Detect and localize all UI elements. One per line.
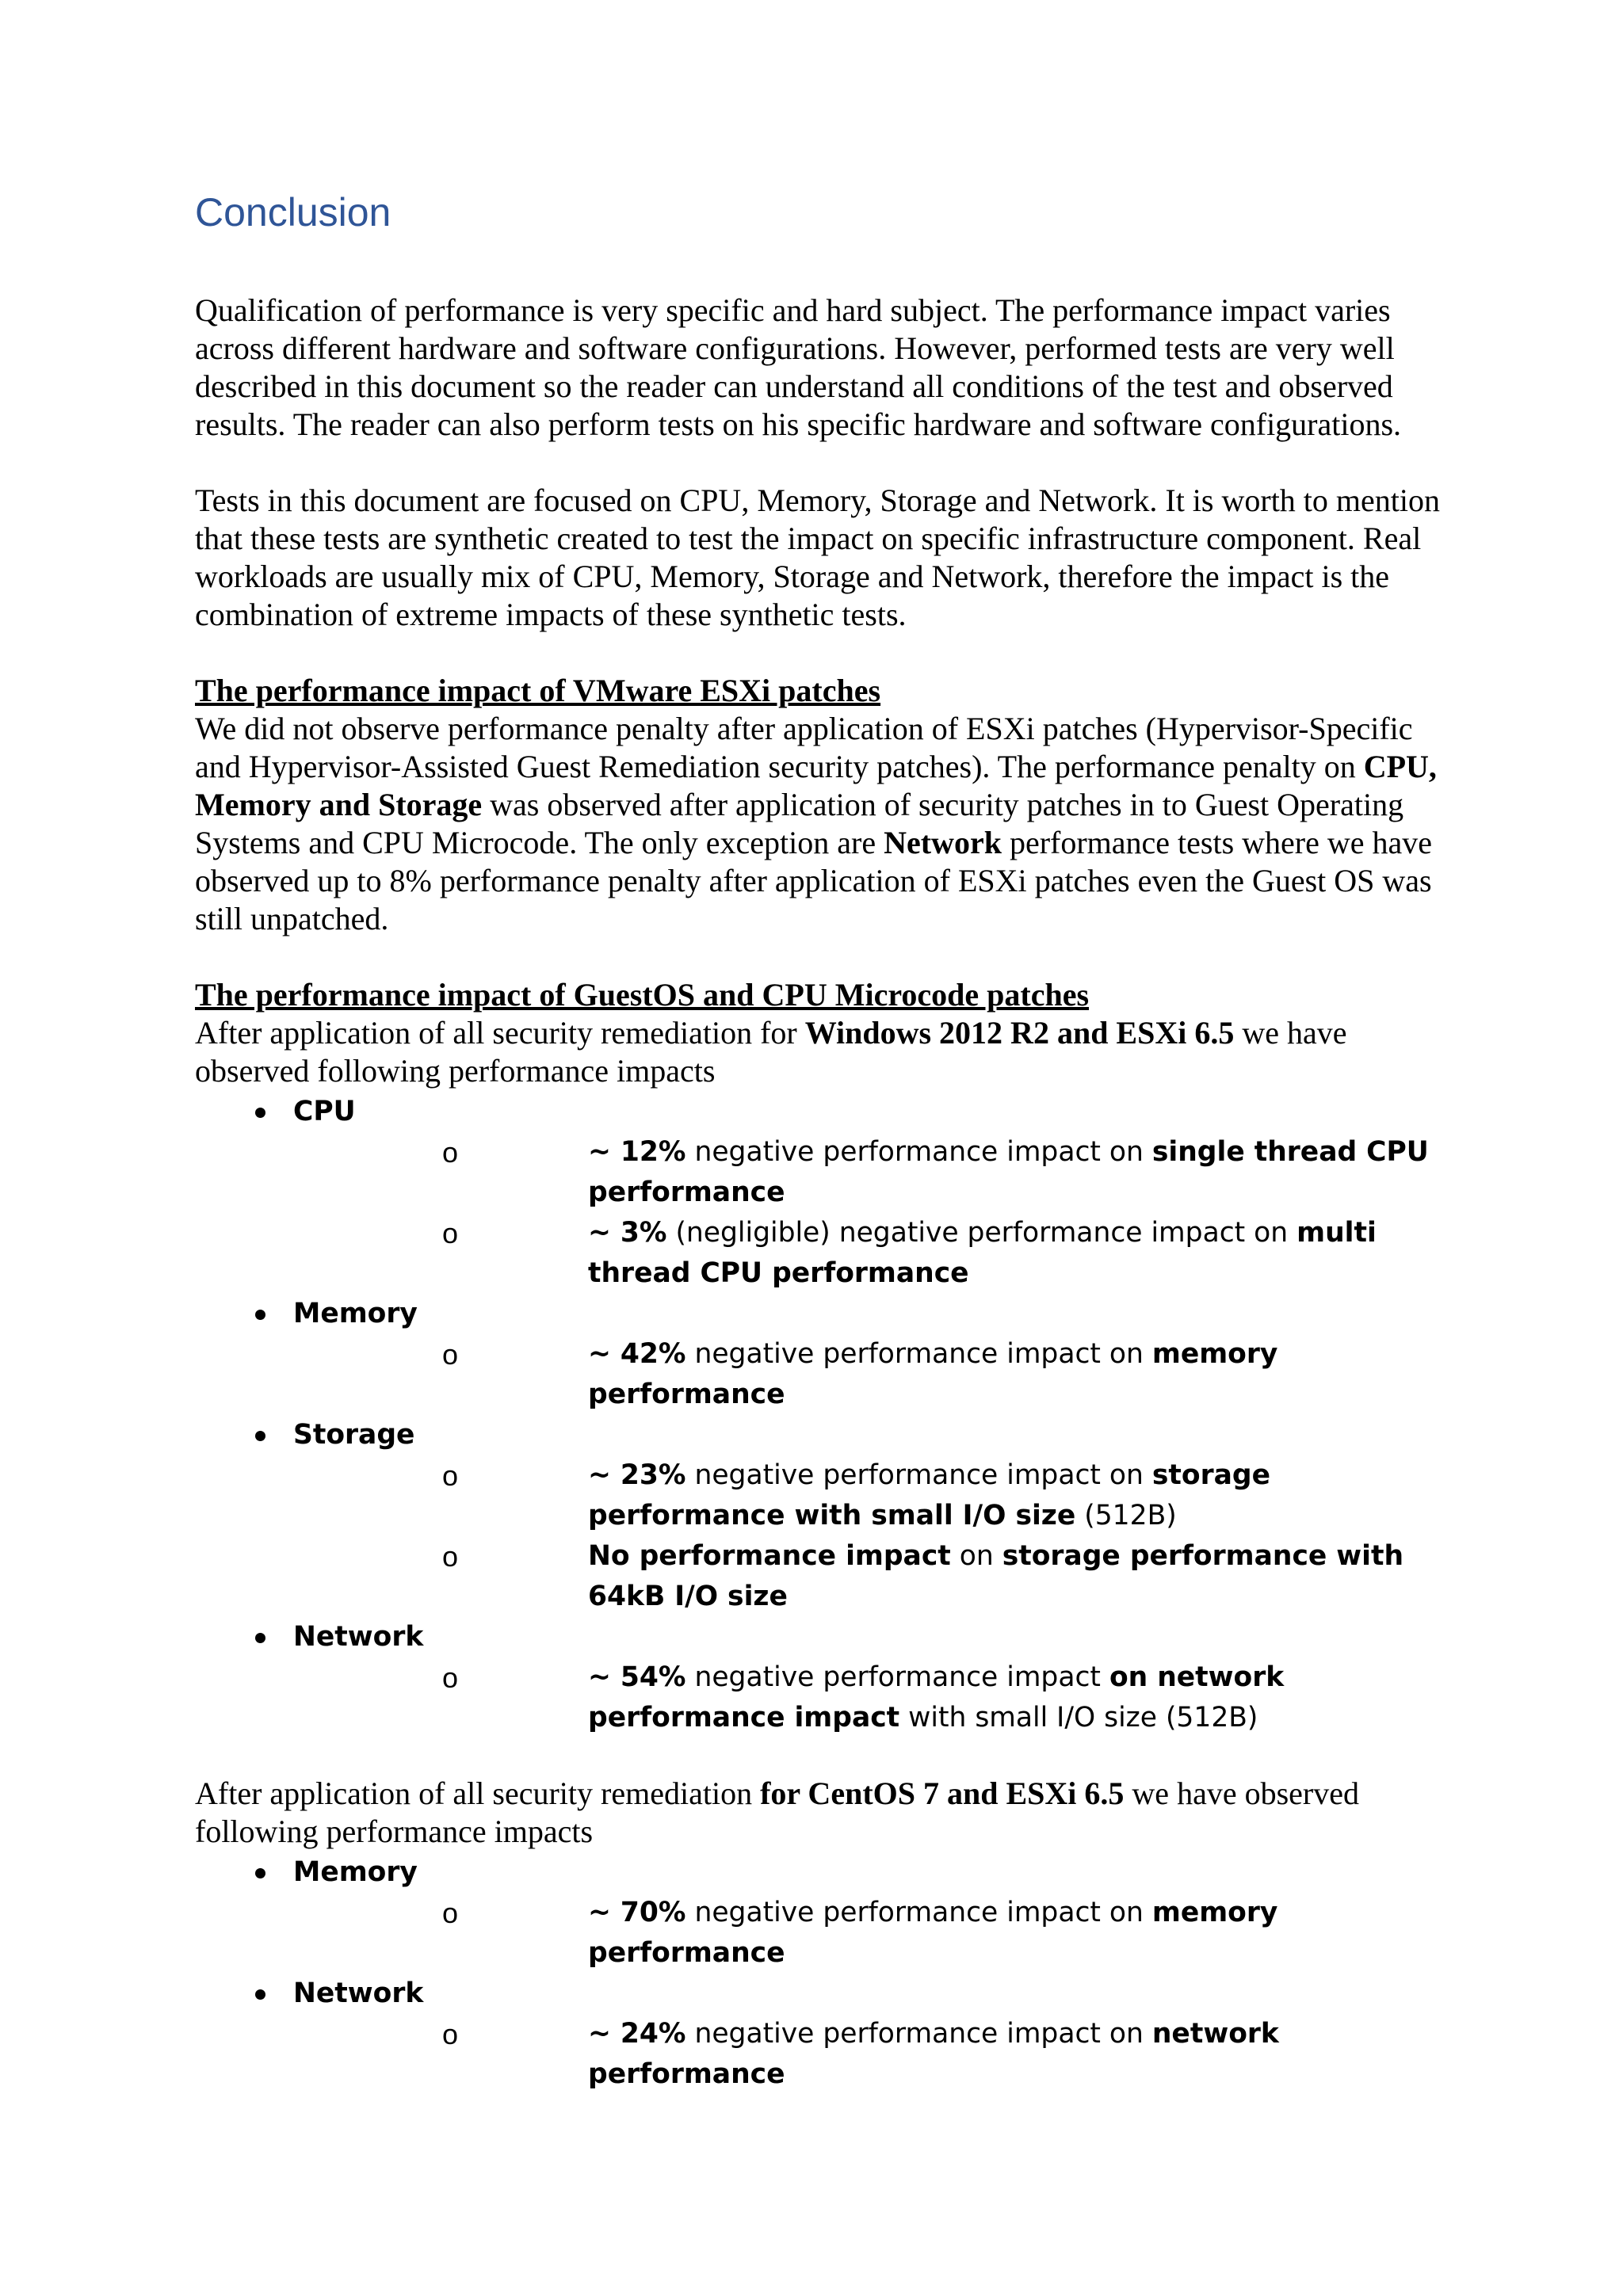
windows-impact-list (195, 1092, 1463, 1738)
impact-value: ~ 70% (588, 1897, 686, 1928)
impact-text: with small I/O size (512B) (899, 1702, 1258, 1733)
impact-text: (512B) (1075, 1500, 1177, 1531)
network-sublist (293, 2014, 1463, 2095)
impact-target: memory performance (588, 1338, 1278, 1410)
list-item-label: CPU (293, 1096, 356, 1127)
list-item-memory (195, 1852, 1463, 1974)
paragraph-tests-focus: Tests in this document are focused on CPU, Memory, Storage and Network. It is worth to mention that these tests are synthetic created to test the impact on specific infrastructure component. Real workloads are usually mix of CPU, Memory, Storage and Network, therefore the impact is the combination of extreme impacts of these synthetic tests. (195, 482, 1441, 632)
list-item-label: Network (293, 1978, 424, 2009)
body-text: was observed after application of security patches in to Guest Operating Systems and CPU Microcode. The only exception are (195, 787, 1404, 860)
impact-value: ~ 3% (588, 1217, 667, 1249)
spacer (195, 1738, 1463, 1775)
memory-sublist (293, 1334, 1463, 1415)
body-bold: Network (884, 825, 1002, 860)
impact-value: ~ 54% (588, 1661, 686, 1693)
impact-text: negative performance impact on (685, 1459, 1152, 1491)
body-text: We did not observe performance penalty after application of ESXi patches (Hypervisor-Specific and Hypervisor-Assisted Guest Remediation security patches). The performance penalty on (195, 711, 1413, 784)
impact-text: negative performance impact on (685, 1136, 1152, 1168)
body-text: After application of all security remediation (195, 1775, 761, 1811)
impact-value: ~ 23% (588, 1459, 686, 1491)
impact-value: ~ 12% (588, 1136, 686, 1168)
sub-bullet-marker: o (442, 1338, 459, 1371)
impact-target: single thread CPU performance (588, 1136, 1429, 1208)
impact-target: on network performance impact (588, 1661, 1285, 1733)
sublist-item (293, 1132, 1463, 1213)
cpu-sublist (293, 1132, 1463, 1294)
impact-value: No performance impact (588, 1540, 951, 1572)
impact-target: network performance (588, 2018, 1279, 2090)
body-text: performance tests where we have observed up to 8% performance penalty after application of ESXi patches even the Guest OS was still unpatched. (195, 825, 1433, 936)
sublist-item (293, 1213, 1463, 1294)
body-bold: Windows 2012 R2 and ESXi 6.5 (804, 1015, 1235, 1051)
impact-text: negative performance impact (685, 1661, 1109, 1693)
body-text: we have observed following performance impacts (195, 1015, 1347, 1089)
network-sublist (293, 1657, 1463, 1738)
impact-text: on (950, 1540, 1002, 1572)
sub-bullet-marker: o (442, 1217, 459, 1249)
sub-bullet-marker: o (442, 1459, 459, 1492)
sub-bullet-marker: o (442, 1540, 459, 1573)
impact-text: negative performance impact on (685, 1338, 1152, 1370)
impact-value: ~ 24% (588, 2018, 686, 2050)
impact-target: storage performance with 64kB I/O size (588, 1540, 1404, 1612)
section-esxi-body (195, 710, 1463, 938)
memory-sublist (293, 1893, 1463, 1974)
centos-impact-list (195, 1852, 1463, 2095)
section-esxi-title: The performance impact of VMware ESXi patches (195, 673, 881, 708)
sub-bullet-marker: o (442, 1661, 459, 1694)
section-guestos-title: The performance impact of GuestOS and CPU Microcode patches (195, 977, 1090, 1013)
impact-value: ~ 42% (588, 1338, 686, 1370)
paragraph-qualification: Qualification of performance is very specific and hard subject. The performance impact varies across different hardware and software configurations. However, performed tests are very well described in this document so the reader can understand all conditions of the test and observed results. The reader can also perform tests on his specific hardware and software configurations. (195, 292, 1402, 442)
sublist-item (293, 1657, 1463, 1738)
list-item-label: Storage (293, 1419, 415, 1451)
sublist-item (293, 2014, 1463, 2095)
body-bold: CPU, Memory and Storage (195, 749, 1437, 822)
section-esxi-patches (195, 672, 1463, 938)
body-text: After application of all security remediation for (195, 1015, 805, 1051)
list-item-network (195, 1617, 1463, 1738)
list-item-memory (195, 1294, 1463, 1415)
list-item-label: Memory (293, 1856, 418, 1888)
sub-bullet-marker: o (442, 1136, 459, 1169)
list-item-cpu (195, 1092, 1463, 1294)
body-text: we have observed following performance impacts (195, 1775, 1359, 1849)
impact-target: storage performance with small I/O size (588, 1459, 1270, 1531)
storage-sublist (293, 1455, 1463, 1617)
sublist-item (293, 1536, 1463, 1617)
list-item-label: Memory (293, 1298, 418, 1329)
sublist-item (293, 1334, 1463, 1415)
impact-text: negative performance impact on (685, 2018, 1152, 2050)
sublist-item (293, 1893, 1463, 1974)
sub-bullet-marker: o (442, 2018, 459, 2050)
list-item-label: Network (293, 1621, 424, 1653)
sublist-item (293, 1455, 1463, 1536)
impact-target: multi thread CPU performance (588, 1217, 1377, 1289)
impact-target: memory performance (588, 1897, 1278, 1969)
section-centos-intro (195, 1775, 1463, 1851)
page-content (195, 184, 1463, 2095)
section-guestos-patches (195, 976, 1463, 2095)
list-item-network (195, 1974, 1463, 2095)
impact-text: (negligible) negative performance impact on (666, 1217, 1297, 1249)
list-item-storage (195, 1415, 1463, 1617)
impact-text: negative performance impact on (685, 1897, 1152, 1928)
page-title: Conclusion (195, 190, 391, 235)
section-guestos-intro (195, 1014, 1463, 1090)
body-bold: for CentOS 7 and ESXi 6.5 (760, 1775, 1125, 1811)
sub-bullet-marker: o (442, 1897, 459, 1929)
